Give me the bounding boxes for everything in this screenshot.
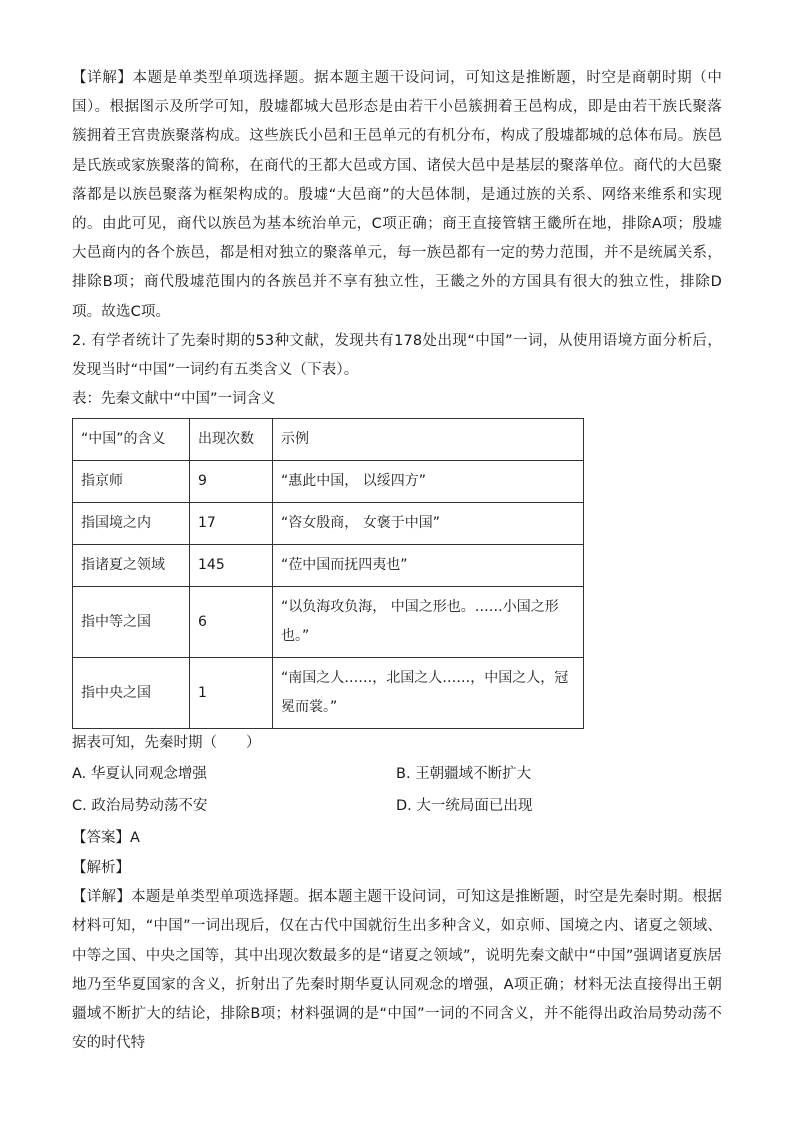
table-row [73,658,584,729]
answer-options [72,760,722,824]
option-c: C. 政治局势动荡不安 [72,798,208,815]
table-cell-meaning: 指中等之国 [73,587,190,658]
q2-prompt: 据表可知，先秦时期（ ） [72,735,261,752]
q2-detail-paragraph [72,883,722,1058]
table-cell-count: 145 [190,545,273,587]
table-row [73,503,584,545]
q1-detail-text: 本题是单类型单项选择题。据本题主题干设问词，可知这是推断题，时空是商朝时期（中国）。根据图示及所学可知，殷墟都城大邑形态是由若干小邑簇拥着王邑构成，即是由若干族氏聚落簇拥着王宫贵族聚落构成。这些族氏小邑和王邑单元的有机分布，构成了殷墟都城的总体布局。族邑是氏族或家族聚落的简称，在商代的王都大邑或方国、诸侯大邑中是基层的聚落单位。商代的大邑聚落都是以族邑聚落为框架构成的。殷墟“大邑商”的大邑体制，是通过族的关系、网络来维系和实现的。由此可见，商代以族邑为基本统治单元，C项正确；商王直接管辖王畿所在地，排除A项；殷墟大邑商内的各个族邑，都是相对独立的聚落单元，每一族邑都有一定的势力范围，并不是统属关系，排除B项；商代殷墟范围内的各族邑并不享有独立性，王畿之外的方国具有很大的独立性，排除D项。故选C项。 [72,70,722,320]
table-header-cell: 出现次数 [190,419,273,461]
table-caption: 表：先秦文献中“中国”一词含义 [72,391,276,408]
table-cell-example: “以负海攻负海， 中国之形也。……小国之形也。” [273,587,584,658]
q2-detail-label: 【详解】 [72,889,132,906]
option-d: D. 大一统局面已出现 [396,798,533,815]
table-cell-count: 1 [190,658,273,729]
table-cell-example: “南国之人……，北国之人……，中国之人，冠冕而裳。” [273,658,584,729]
q1-detail-paragraph [72,64,722,327]
table-cell-count: 17 [190,503,273,545]
meaning-table [72,418,584,729]
table-header-cell: 示例 [273,419,584,461]
q2-detail-text: 本题是单类型单项选择题。据本题主题干设问词，可知这是推断题，时空是先秦时期。根据材料可知，“中国”一词出现后，仅在古代中国就衍生出多种含义，如京师、国境之内、诸夏之领域、中等之国、中央之国等，其中出现次数最多的是“诸夏之领域”，说明先秦文献中“中国”强调诸夏族居地乃至华夏国家的含义，折射出了先秦时期华夏认同观念的增强，A项正确；材料无法直接得出王朝疆域不断扩大的结论，排除B项；材料强调的是“中国”一词的不同含义，并不能得出政治局势动荡不安的时代特 [72,889,722,1052]
document-page [72,64,722,1058]
table-header-cell: “中国”的含义 [73,419,190,461]
table-cell-example: “惠此中国， 以绥四方” [273,461,584,503]
table-row [73,545,584,587]
answer-line: 【答案】A [72,830,140,847]
table-row [73,587,584,658]
table-cell-count: 9 [190,461,273,503]
table-cell-example: “咨女殷商， 女褒于中国” [273,503,584,545]
table-header-row [73,419,584,461]
table-cell-example: “莅中国而抚四夷也” [273,545,584,587]
q1-detail-label: 【详解】 [72,70,133,86]
analysis-heading: 【解析】 [72,859,130,876]
table-row [73,461,584,503]
table-cell-meaning: 指国境之内 [73,503,190,545]
option-a: A. 华夏认同观念增强 [72,766,207,783]
table-cell-meaning: 指中央之国 [73,658,190,729]
option-b: B. 王朝疆域不断扩大 [396,766,532,783]
q2-stem: 2. 有学者统计了先秦时期的53种文献，发现共有178处出现“中国”一词，从使用语境方面分析后，发现当时“中国”一词约有五类含义（下表）。 [72,332,722,379]
table-cell-meaning: 指京师 [73,461,190,503]
table-cell-count: 6 [190,587,273,658]
table-cell-meaning: 指诸夏之领域 [73,545,190,587]
